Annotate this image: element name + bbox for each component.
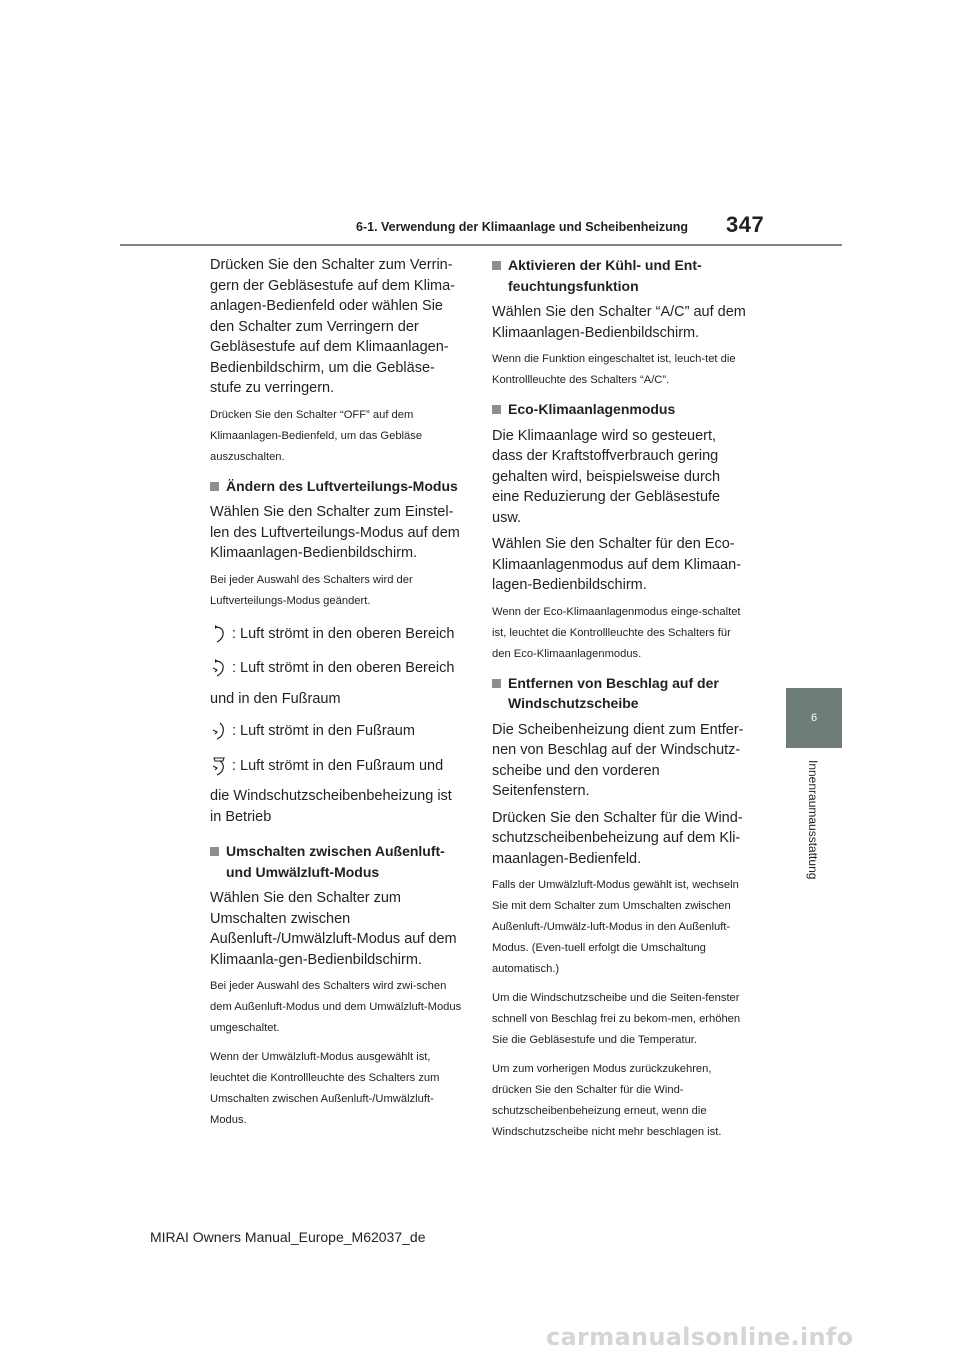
paragraph: Drücken Sie den Schalter zum Verrin-gern der Gebläsestufe auf dem Klima-anlagen-Bedienfeld oder wählen Sie den Schalter zum Verringern der Gebläsestufe auf dem Klimaanlagen-Bedienbildschirm, um die Gebläse-stufe zu verringern.	[210, 257, 456, 396]
mode-upper-feet	[210, 658, 466, 679]
heading-text: Eco-Klimaanlagenmodus	[508, 401, 676, 417]
heading-text: Umschalten zwischen Außenluft- und Umwälzluft-Modus	[226, 843, 445, 880]
note: Bei jeder Auswahl des Schalters wird der Luftverteilungs-Modus geändert.	[210, 573, 413, 607]
section-heading	[492, 399, 748, 420]
note: Drücken Sie den Schalter “OFF” auf dem Klimaanlagen-Bedienfeld, um das Gebläse auszuschalten.	[210, 408, 423, 463]
mode-label: : Luft strömt in den oberen Bereich	[232, 625, 455, 642]
mode-label-continued: und in den Fußraum	[210, 690, 341, 707]
mode-feet	[210, 721, 466, 742]
bullet-square-icon	[492, 679, 501, 688]
bullet-square-icon	[210, 847, 219, 856]
mode-feet-defrost	[210, 756, 466, 777]
note: Bei jeder Auswahl des Schalters wird zwi-schen dem Außenluft-Modus und dem Umwälzluft-Modus umgeschaltet.	[210, 980, 462, 1034]
mode-label: : Luft strömt in den Fußraum	[232, 723, 415, 739]
note: Falls der Umwälzluft-Modus gewählt ist, wechseln Sie mit dem Schalter zum Umschalten zwischen Außenluft-/Umwälz-luft-Modus in den Außenluft-Modus. (Even-tuell erfolgt die Umschaltung automatisch.)	[492, 879, 739, 975]
section-heading	[210, 476, 466, 497]
mode-upper	[210, 624, 466, 645]
mode-label-continued: die Windschutzscheibenbeheizung ist in Betrieb	[210, 788, 452, 825]
paragraph: Wählen Sie den Schalter zum Einstel-len des Luftverteilungs-Modus auf dem Klimaanlagen-Bedienbildschirm.	[210, 504, 460, 561]
heading-text: Aktivieren der Kühl- und Ent-feuchtungsfunktion	[508, 257, 702, 294]
airflow-feet-defrost-icon	[212, 756, 230, 776]
bullet-square-icon	[492, 261, 501, 270]
mode-label: : Luft strömt in den oberen Bereich	[232, 660, 455, 676]
note: Um zum vorherigen Modus zurückzukehren, drücken Sie den Schalter für die Wind-schutzscheibenbeheizung erneut, wenn die Windschutzscheibe nicht mehr beschlagen ist.	[492, 1063, 722, 1138]
chapter-title: Innenraumausstattung	[806, 760, 820, 880]
mode-label: : Luft strömt in den Fußraum und	[232, 757, 444, 774]
paragraph: Wählen Sie den Schalter für den Eco-Klimaanlagenmodus auf dem Klimaan-lagen-Bedienbildschirm.	[492, 536, 742, 593]
note: Wenn der Umwälzluft-Modus ausgewählt ist, leuchtet die Kontrollleuchte des Schalters zum Umschalten zwischen Außenluft-/Umwälzluft-Modus.	[210, 1051, 440, 1126]
paragraph: Die Scheibenheizung dient zum Entfer-nen von Beschlag auf der Windschutz-scheibe und den vorderen Seitenfenstern.	[492, 721, 744, 799]
airflow-upper-icon	[212, 624, 230, 644]
bullet-square-icon	[210, 482, 219, 491]
note: Um die Windschutzscheibe und die Seiten-fenster schnell von Beschlag frei zu bekom-men, erhöhen Sie die Gebläsestufe und die Temperatur.	[492, 992, 741, 1046]
paragraph: Die Klimaanlage wird so gesteuert, dass der Kraftstoffverbrauch gering gehalten wird, beispielsweise durch eine Reduzierung der Gebläsestufe usw.	[492, 427, 721, 526]
left-column	[210, 255, 466, 1139]
section-heading	[492, 673, 748, 714]
document-id: MIRAI Owners Manual_Europe_M62037_de	[150, 1229, 426, 1245]
heading-text: Entfernen von Beschlag auf der Windschutzscheibe	[508, 674, 719, 711]
paragraph: Wählen Sie den Schalter “A/C” auf dem Klimaanlagen-Bedienbildschirm.	[492, 304, 746, 341]
airflow-upper-feet-icon	[212, 658, 230, 678]
heading-text: Ändern des Luftverteilungs-Modus	[226, 477, 458, 494]
section-heading	[210, 841, 466, 882]
note: Wenn der Eco-Klimaanlagenmodus einge-schaltet ist, leuchtet die Kontrollleuchte des Schalters für den Eco-Klimaanlagenmodus.	[492, 605, 741, 660]
watermark: carmanualsonline.info	[546, 1323, 854, 1351]
airflow-feet-icon	[212, 721, 230, 741]
header-divider	[120, 244, 842, 246]
section-heading	[492, 255, 748, 296]
section-title: 6-1. Verwendung der Klimaanlage und Scheibenheizung	[356, 220, 689, 234]
chapter-tab	[786, 688, 842, 748]
chapter-number: 6	[810, 712, 818, 724]
paragraph: Drücken Sie den Schalter für die Wind-schutzscheibenbeheizung auf dem Kli-maanlagen-Bedienfeld.	[492, 809, 743, 867]
right-column	[492, 255, 748, 1151]
page-number: 347	[726, 212, 765, 237]
bullet-square-icon	[492, 405, 501, 414]
note: Wenn die Funktion eingeschaltet ist, leuch-tet die Kontrollleuchte des Schalters “A/C”.	[492, 353, 736, 386]
paragraph: Wählen Sie den Schalter zum Umschalten zwischen Außenluft-/Umwälzluft-Modus auf dem Klimaanla-gen-Bedienbildschirm.	[210, 890, 457, 968]
